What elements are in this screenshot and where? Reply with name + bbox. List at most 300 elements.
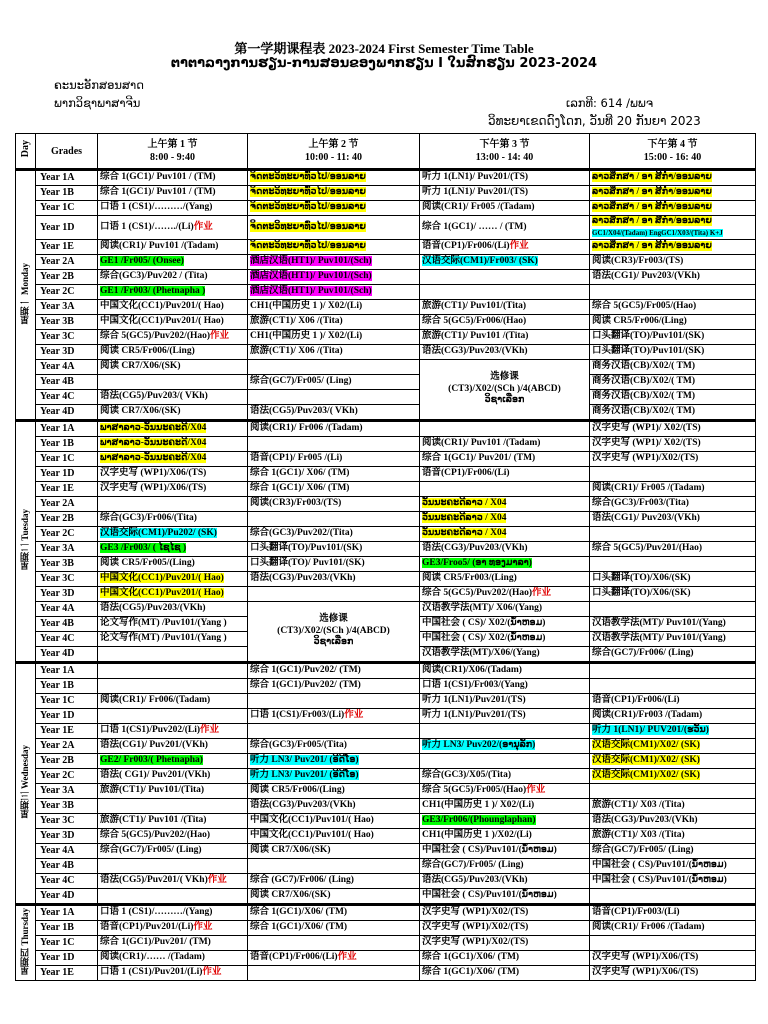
grade-label: Year 4C [36, 390, 98, 405]
class-cell [590, 784, 756, 799]
class-text: 综合 5(GC5)/Puv202/(Hao) [100, 830, 211, 841]
class-cell [248, 497, 420, 512]
class-cell [420, 617, 590, 632]
grade-label: Year 2C [36, 285, 98, 300]
class-text: 综合 1(GC1)/ Puv201/ (TM) [422, 453, 536, 464]
grade-label: Year 3C [36, 330, 98, 345]
class-text: 汉语教学法(MT)/ Puv101/(Yang) [592, 633, 726, 644]
class-cell [98, 240, 248, 255]
grade-label: Year 2B [36, 512, 98, 527]
class-cell [590, 587, 756, 602]
class-text: 论文写作(MT) /Puv101/(Yang ) [100, 618, 227, 629]
class-text: 综合 1(GC1)/ X06/ (TM) [250, 468, 350, 479]
class-cell [420, 315, 590, 330]
grade-label: Year 2B [36, 270, 98, 285]
table-row [16, 542, 756, 557]
table-row [16, 216, 756, 240]
grade-label: Year 3B [36, 799, 98, 814]
class-text: GE3/Froo5/ (ອາ ທອງມາລາ) [422, 558, 532, 569]
class-cell [590, 814, 756, 829]
table-row [16, 557, 756, 572]
title-chinese-english: 第一学期课程表 2023-2024 First Semester Time Table [234, 41, 534, 56]
grade-label: Year 3D [36, 587, 98, 602]
class-cell [98, 216, 248, 240]
class-cell [590, 421, 756, 437]
class-text: 汉语交际(CM1)/X02/ (SK) [592, 740, 700, 751]
grade-label: Year 1D [36, 709, 98, 724]
class-text: 口头翻译(TO)/X06/(SK) [592, 573, 691, 584]
class-cell [420, 300, 590, 315]
table-row [16, 285, 756, 300]
table-row [16, 330, 756, 345]
day-text: 星期三 Wednesday [19, 745, 30, 819]
table-row [16, 951, 756, 966]
table-row [16, 784, 756, 799]
class-text: 口头翻译(TO)/X06/(SK) [592, 588, 691, 599]
table-row [16, 739, 756, 754]
class-cell [420, 905, 590, 921]
class-cell [420, 186, 590, 201]
grade-label: Year 2C [36, 527, 98, 542]
class-cell [248, 557, 420, 572]
class-text: 汉字史写 (WP1)/ X02/(TS) [592, 438, 701, 449]
class-text: 综合 1(GC1)/ …… / (TM) [422, 221, 527, 232]
class-text: ວັນນະຄະດີລາວ / X04 [422, 513, 507, 524]
class-text: 旅游(CT1)/ Puv101 /(Tita) [422, 331, 529, 342]
class-cell [248, 270, 420, 285]
class-cell [590, 557, 756, 572]
class-text: 中国文化(CC1)/Puv201/( Hao) [100, 301, 224, 312]
class-text: 口语 1 (CS1)/……./(Li) [100, 221, 194, 232]
class-cell [590, 966, 756, 981]
table-row [16, 709, 756, 724]
class-text: 语法( CG1)/ Puv201/(VKh) [100, 770, 211, 781]
grade-label: Year 3C [36, 572, 98, 587]
class-text: 综合(GC3)/Puv202 / (Tita) [100, 271, 208, 282]
grade-label: Year 1E [36, 966, 98, 981]
homework-note: 作业 [526, 785, 546, 796]
class-cell [590, 360, 756, 375]
class-text: 语法(CG5)/Puv203/( VKh) [250, 406, 358, 417]
timetable-header-row [16, 134, 756, 170]
class-text: 汉语交际(CM1)/Fr003/ (SK) [422, 256, 538, 267]
class-text: 商务汉语(CB)/X02/( TM) [592, 391, 695, 402]
class-cell [590, 405, 756, 421]
day-label [16, 905, 36, 981]
class-cell [420, 270, 590, 285]
homework-note: 作业 [193, 221, 213, 232]
header-period-3: 下午第 3 节 13:00 - 14: 40 [420, 134, 590, 170]
table-row [16, 375, 756, 390]
grade-label: Year 1A [36, 170, 98, 186]
class-cell [590, 512, 756, 527]
class-text: 商务汉语(CB)/X02/( TM) [592, 406, 695, 417]
class-text: GE1 /Fr005/ (Onsee) [100, 256, 184, 267]
class-text: 语法(CG3)/Puv203/(VKh) [422, 543, 528, 554]
table-row [16, 889, 756, 905]
class-cell [590, 482, 756, 497]
class-cell [248, 769, 420, 784]
class-text: 阅读 CR5/Fr006/(Ling) [250, 785, 345, 796]
class-text: ພາສາລາວ-ວັນນະຄະດີ/X04 [100, 438, 207, 449]
class-cell [420, 829, 590, 844]
class-cell [420, 240, 590, 255]
day-label [16, 170, 36, 421]
class-text: 综合 1(GC1)/Puv202/ (TM) [250, 665, 361, 676]
class-cell [248, 905, 420, 921]
class-text: 综合(GC3)/Fr006/(Tita) [100, 513, 197, 524]
class-text: 阅读(CR1)/ Puv101 /(Tadam) [100, 241, 219, 252]
class-text: 语法(CG1)/ Puv201/(VKh) [100, 740, 208, 751]
class-cell [420, 497, 590, 512]
class-text: 口头翻译(TO)/Puv101/(SK) [592, 331, 705, 342]
header-day: Day [16, 134, 36, 170]
class-text: 语法(CG1)/ Puv203/(VKh) [592, 513, 700, 524]
grade-label: Year 4C [36, 632, 98, 647]
class-cell [420, 739, 590, 754]
grade-label: Year 1A [36, 905, 98, 921]
class-text: 阅读 CR5/Fr003/(Ling) [422, 573, 517, 584]
class-text: 综合(GC3)/Puv202/(Tita) [250, 528, 353, 539]
table-row [16, 300, 756, 315]
class-cell [590, 330, 756, 345]
class-text: 听力 LN3/ Puv201/ (ອີດີໂອ) [250, 770, 359, 781]
class-cell [98, 921, 248, 936]
class-text: 商务汉语(CB)/X02/( TM) [592, 376, 695, 387]
class-cell [248, 240, 420, 255]
class-cell [590, 375, 756, 390]
class-cell [420, 859, 590, 874]
class-text: 语法(CG3)/Puv203/(VKh) [250, 800, 356, 811]
class-cell [98, 557, 248, 572]
class-cell [98, 829, 248, 844]
class-text: 口语 1 (CS1)/………/(Yang) [100, 907, 213, 918]
class-cell [420, 784, 590, 799]
class-text: 阅读 CR7/X06/(SK) [100, 361, 181, 372]
class-cell [590, 905, 756, 921]
elective-cell [420, 360, 590, 421]
class-cell [420, 874, 590, 889]
table-row [16, 874, 756, 889]
department-label: ພາກວິຊາພາສາຈີນ [54, 96, 141, 110]
homework-note: 作业 [202, 967, 222, 978]
class-cell [420, 437, 590, 452]
table-row [16, 405, 756, 421]
class-cell [98, 421, 248, 437]
class-cell [590, 859, 756, 874]
class-cell [590, 739, 756, 754]
class-cell [98, 647, 248, 663]
class-text: 阅读(CR3)/Fr003/(TS) [592, 256, 684, 267]
class-cell [248, 542, 420, 557]
homework-note: 作业 [193, 922, 213, 933]
class-cell [590, 951, 756, 966]
class-text: GE1 /Fr003/ (Phetnapha ) [100, 286, 206, 297]
class-text: 综合 1(GC1)/Puv202/ (TM) [250, 680, 361, 691]
class-cell [98, 345, 248, 360]
timetable [15, 133, 756, 981]
class-text: 听力 1(LN1)/Puv201/(TS) [422, 695, 526, 706]
extra-note: GC1/X04/(Tadam) EngGC1/X03/(Tita) K+J [592, 228, 723, 237]
class-cell [98, 587, 248, 602]
class-text: CH1(中国历史 1 )/ X02/(Li) [250, 301, 363, 312]
class-cell [590, 467, 756, 482]
elective-lao: ວິຊາເລືອກ [484, 395, 525, 406]
class-cell [248, 874, 420, 889]
class-cell [248, 360, 420, 375]
class-text: 综合 5(GC5)/Puv201/(Hao) [592, 543, 703, 554]
class-text: CH1(中国历史 1 )/ X02/(Li) [250, 331, 363, 342]
class-text: ຈິດຕະວິທະຍາທົ່ວໄປ/ອອນລາຍ [250, 172, 366, 183]
class-cell [420, 542, 590, 557]
class-cell [420, 936, 590, 951]
class-cell [98, 330, 248, 345]
table-row [16, 754, 756, 769]
class-cell [420, 452, 590, 467]
table-row [16, 694, 756, 709]
class-text: 口头翻译(TO)/Puv101/(SK) [250, 543, 363, 554]
grade-label: Year 2A [36, 255, 98, 270]
grade-label: Year 1E [36, 724, 98, 739]
class-text: 综合(GC7)/Fr006/ (Ling) [592, 648, 694, 659]
class-cell [98, 617, 248, 632]
class-text: 中国社会 ( CS)/Puv101/(ນ້ຳຫອມ) [592, 860, 727, 871]
class-cell [98, 874, 248, 889]
day-label [16, 421, 36, 663]
day-text: 星期四 Thursday [19, 907, 30, 975]
grade-label: Year 1C [36, 936, 98, 951]
class-cell [590, 663, 756, 679]
table-row [16, 602, 756, 617]
class-cell [590, 170, 756, 186]
class-text: 综合 5(GC5)/Fr005/(Hao) [592, 301, 697, 312]
class-text: ຈິດຕະວິທະຍາທົ່ວໄປ/ອອນລາຍ [250, 221, 366, 232]
class-text: ວັນນະຄະດີລາວ / X04 [422, 498, 507, 509]
class-text: 阅读(CR1)/ Fr006 /(Tadam) [592, 922, 705, 933]
class-cell [590, 285, 756, 300]
class-cell [98, 375, 248, 390]
class-text: 汉字史写 (WP1)/ X02/(TS) [592, 423, 701, 434]
table-row [16, 315, 756, 330]
class-cell [420, 421, 590, 437]
table-row [16, 186, 756, 201]
table-row [16, 587, 756, 602]
grade-label: Year 4D [36, 647, 98, 663]
class-text: 中国社会 ( CS)/Puv101/(ນ້ຳຫອມ) [422, 845, 557, 856]
class-cell [98, 512, 248, 527]
class-text: 阅读(CR3)/Fr003/(TS) [250, 498, 342, 509]
class-text: 综合(GC7)/Fr005/ (Ling) [100, 845, 202, 856]
class-text: 汉语教学法(MT)/ X06/(Yang) [422, 603, 543, 614]
class-cell [248, 527, 420, 542]
class-cell [98, 170, 248, 186]
table-row [16, 936, 756, 951]
class-cell [248, 345, 420, 360]
class-text: CH1(中国历史 1 )/X02/(Li) [422, 830, 532, 841]
class-text: 阅读(CR1)/ Fr006/(Tadam) [100, 695, 211, 706]
class-cell [420, 754, 590, 769]
class-text: 语音(CP1)/Fr006/(Li) [250, 952, 338, 963]
class-cell [248, 739, 420, 754]
class-cell [98, 405, 248, 421]
faculty-label: ຄະນະອັກສອນສາດ [54, 78, 144, 92]
class-text: ລາວສຶກສາ / ອາ ສີກຳ/ອອນລາຍ [592, 241, 712, 252]
table-row [16, 921, 756, 936]
table-row [16, 345, 756, 360]
class-cell [248, 285, 420, 300]
class-cell [590, 874, 756, 889]
class-cell [248, 216, 420, 240]
table-row [16, 240, 756, 255]
grade-label: Year 3A [36, 300, 98, 315]
class-text: 汉字史写 (WP1)/X02/(TS) [422, 937, 529, 948]
class-cell [590, 769, 756, 784]
class-text: 语法(CG1)/ Puv203/(VKh) [592, 271, 700, 282]
class-text: 综合 1(GC1)/X06/ (TM) [250, 907, 348, 918]
class-cell [590, 497, 756, 512]
class-text: 综合 5(GC5)/Fr005/(Hao) [422, 785, 527, 796]
class-text: 阅读(CR1)/ Fr005 /(Tadam) [592, 483, 705, 494]
class-cell [248, 829, 420, 844]
class-cell [420, 216, 590, 240]
class-cell [590, 437, 756, 452]
class-cell [98, 270, 248, 285]
class-text: 阅读(CR1)/ Fr005 /(Tadam) [422, 202, 535, 213]
class-cell [420, 647, 590, 663]
table-row [16, 829, 756, 844]
class-text: 汉字史写 (WP1)/X06/(TS) [592, 967, 699, 978]
class-cell [248, 330, 420, 345]
class-cell [248, 814, 420, 829]
class-cell [98, 799, 248, 814]
class-text: 综合 5(GC5)/Puv202/(Hao) [422, 588, 533, 599]
class-cell [420, 966, 590, 981]
class-text: 听力 1(LN1)/Puv201/(TS) [422, 710, 526, 721]
class-text: 论文写作(MT) /Puv101/(Yang ) [100, 633, 227, 644]
class-cell [248, 452, 420, 467]
class-text: 中国社会 ( CS)/Puv101/(ນ້ຳຫອມ) [422, 890, 557, 901]
class-cell [98, 709, 248, 724]
class-cell [590, 201, 756, 216]
class-text: 中国社会 ( CS)/Puv101/(ນ້ຳຫອມ) [592, 875, 727, 886]
homework-note: 作业 [337, 952, 357, 963]
class-cell [98, 300, 248, 315]
class-text: 阅读(CR1)/ Fr006 /(Tadam) [250, 423, 363, 434]
class-text: 中国社会 ( CS)/ X02/(ນ້ຳຫອມ) [422, 618, 546, 629]
class-cell [420, 844, 590, 859]
class-cell [248, 784, 420, 799]
grade-label: Year 4D [36, 889, 98, 905]
class-cell [248, 300, 420, 315]
class-cell [248, 405, 420, 421]
class-cell [590, 527, 756, 542]
class-cell [248, 859, 420, 874]
class-text: GE3 /Fr003/ ( ໄຊໄຊ ) [100, 543, 187, 554]
grade-label: Year 2C [36, 769, 98, 784]
class-cell [248, 679, 420, 694]
class-cell [420, 345, 590, 360]
class-cell [590, 844, 756, 859]
class-cell [248, 709, 420, 724]
class-cell [590, 390, 756, 405]
class-text: 阅读 CR5/Fr006/(Ling) [100, 346, 195, 357]
class-cell [420, 587, 590, 602]
class-cell [248, 315, 420, 330]
grade-label: Year 4B [36, 859, 98, 874]
class-cell [98, 315, 248, 330]
table-row [16, 255, 756, 270]
class-text: 汉语交际(CM1)/X02/ (SK) [592, 755, 700, 766]
class-cell [98, 679, 248, 694]
class-cell [420, 632, 590, 647]
class-text: 口头翻译(TO)/ Puv101/(SK) [250, 558, 365, 569]
grade-label: Year 4B [36, 617, 98, 632]
table-row [16, 814, 756, 829]
homework-note: 作业 [532, 588, 552, 599]
grade-label: Year 3D [36, 829, 98, 844]
class-text: 语法(CG3)/Puv203/(VKh) [592, 815, 698, 826]
class-text: 旅游(CT1)/ X06 /(Tita) [250, 316, 343, 327]
class-cell [420, 799, 590, 814]
table-row [16, 421, 756, 437]
class-cell [248, 889, 420, 905]
class-cell [98, 663, 248, 679]
header-period-4: 下午第 4 节 15:00 - 16: 40 [590, 134, 756, 170]
class-cell [420, 602, 590, 617]
class-text: 综合 (GC7)/Fr006/ (Ling) [250, 875, 354, 886]
class-text: 语音(CP1)/Fr006/(Li) [592, 695, 680, 706]
table-row [16, 467, 756, 482]
class-cell [420, 512, 590, 527]
grade-label: Year 1B [36, 437, 98, 452]
class-cell [248, 572, 420, 587]
class-cell [98, 754, 248, 769]
homework-note: 作业 [210, 331, 230, 342]
class-cell [590, 602, 756, 617]
grade-label: Year 1B [36, 679, 98, 694]
class-text: 旅游(CT1)/ Puv101/(Tita) [422, 301, 527, 312]
table-row [16, 966, 756, 981]
class-text: 旅游(CT1)/ Puv101/(Tita) [100, 785, 205, 796]
class-cell [590, 936, 756, 951]
class-text: 听力 1(LN1)/ Puv201/(TS) [422, 172, 529, 183]
class-cell [590, 452, 756, 467]
header-period-1: 上午第 1 节 8:00 - 9:40 [98, 134, 248, 170]
class-text: 综合(GC3)/Fr003/(Tita) [592, 498, 689, 509]
class-text: 旅游(CT1)/ X06 /(Tita) [250, 346, 343, 357]
class-text: 综合(GC3)/Fr005/(Tita) [250, 740, 347, 751]
class-cell [590, 617, 756, 632]
class-text: 阅读 CR7/X06/(SK) [250, 845, 331, 856]
class-text: 商务汉语(CB)/X02/( TM) [592, 361, 695, 372]
class-text: 汉字史写 (WP1)/X06/(TS) [100, 483, 207, 494]
class-text: 口头翻译(TO)/Puv101/(SK) [592, 346, 705, 357]
class-text: 阅读(CR1)/X06/(Tadam) [422, 665, 522, 676]
class-text: 语法(CG3)/Puv203/(VKh) [422, 346, 528, 357]
class-text: 综合(GC7)/Fr005/ (Ling) [422, 860, 524, 871]
class-text: ຈິດຕະວິທະຍາທົ່ວໄປ/ອອນລາຍ [250, 187, 366, 198]
class-cell [420, 170, 590, 186]
homework-note: 作业 [207, 875, 227, 886]
header-grades: Grades [36, 134, 98, 170]
class-text: 语法(CG5)/Puv201/( VKh) [100, 875, 208, 886]
class-cell [98, 769, 248, 784]
grade-label: Year 4D [36, 405, 98, 421]
class-cell [590, 921, 756, 936]
class-text: 阅读 CR5/Fr005/(Ling) [100, 558, 195, 569]
grade-label: Year 3D [36, 345, 98, 360]
class-cell [590, 300, 756, 315]
